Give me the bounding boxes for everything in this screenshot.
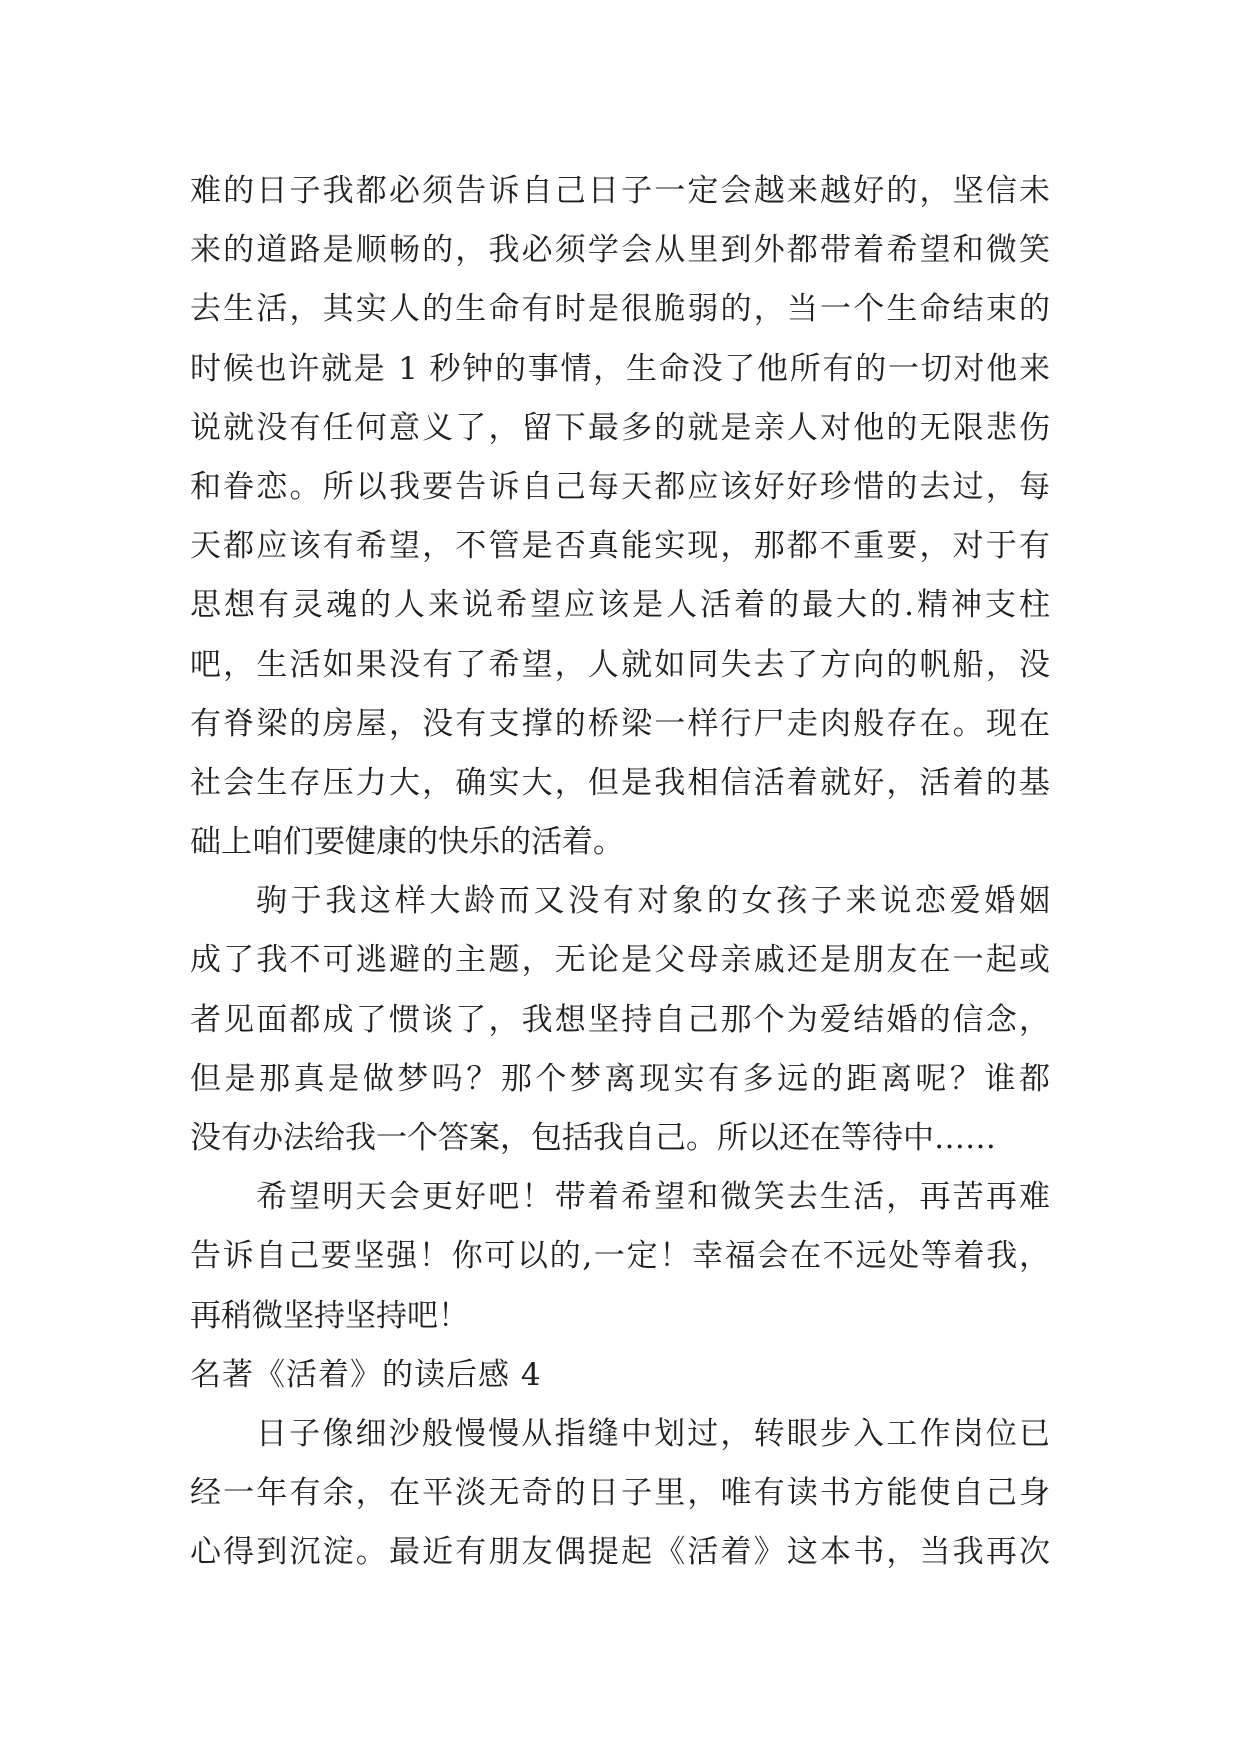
text-line: 来的道路是顺畅的，我必须学会从里到外都带着希望和微笑 [190, 232, 1050, 269]
text-line: 再稍微坚持坚持吧！ [190, 1297, 469, 1334]
text-line: 天都应该有希望，不管是否真能实现，那都不重要，对于有 [190, 528, 1050, 565]
text-line: 时候也许就是 1 秒钟的事情，生命没了他所有的一切对他来 [190, 350, 1050, 387]
text-line: 和眷恋。所以我要告诉自己每天都应该好好珍惜的去过，每 [190, 468, 1050, 505]
text-line: 础上咱们要健康的快乐的活着。 [190, 824, 624, 861]
document-body [190, 162, 1050, 1583]
text-line: 没有办法给我一个答案，包括我自己。所以还在等待中…… [190, 1120, 996, 1156]
text-line: 日子像细沙般慢慢从指缝中划过，转眼步入工作岗位已 [256, 1415, 1050, 1452]
paragraph [190, 872, 1050, 1168]
text-line: 成了我不可逃避的主题，无论是父母亲戚还是朋友在一起或 [190, 942, 1050, 979]
text-line: 去生活，其实人的生命有时是很脆弱的，当一个生命结束的 [190, 291, 1050, 328]
text-line: 但是那真是做梦吗？那个梦离现实有多远的距离呢？谁都 [190, 1060, 1050, 1097]
section-heading [190, 1346, 1050, 1405]
text-line: 社会生存压力大，确实大，但是我相信活着就好，活着的基 [190, 764, 1050, 801]
text-line: 希望明天会更好吧！带着希望和微笑去生活，再苦再难 [256, 1179, 1050, 1216]
text-line: 难的日子我都必须告诉自己日子一定会越来越好的，坚信未 [190, 173, 1050, 209]
text-line: 经一年有余，在平淡无奇的日子里，唯有读书方能使自己身 [190, 1475, 1050, 1512]
paragraph [190, 1405, 1050, 1583]
text-line: 说就没有任何意义了，留下最多的就是亲人对他的无限悲伤 [190, 409, 1050, 446]
text-line: 思想有灵魂的人来说希望应该是人活着的最大的.精神支柱 [190, 587, 1050, 624]
text-line: 有脊梁的房屋，没有支撑的桥梁一样行尸走肉般存在。现在 [190, 705, 1050, 742]
text-line: 心得到沉淀。最近有朋友偶提起《活着》这本书，当我再次 [190, 1534, 1050, 1571]
paragraph [190, 162, 1050, 872]
text-line: 告诉自己要坚强！你可以的,一定！幸福会在不远处等着我， [190, 1238, 1050, 1275]
text-line: 驹于我这样大龄而又没有对象的女孩子来说恋爱婚姻 [256, 883, 1050, 920]
text-line: 者见面都成了惯谈了，我想坚持自己那个为爱结婚的信念， [190, 1001, 1050, 1038]
text-line: 吧，生活如果没有了希望，人就如同失去了方向的帆船，没 [190, 646, 1050, 683]
paragraph [190, 1168, 1050, 1346]
heading-text: 名著《活着》的读后感 4 [190, 1356, 542, 1393]
